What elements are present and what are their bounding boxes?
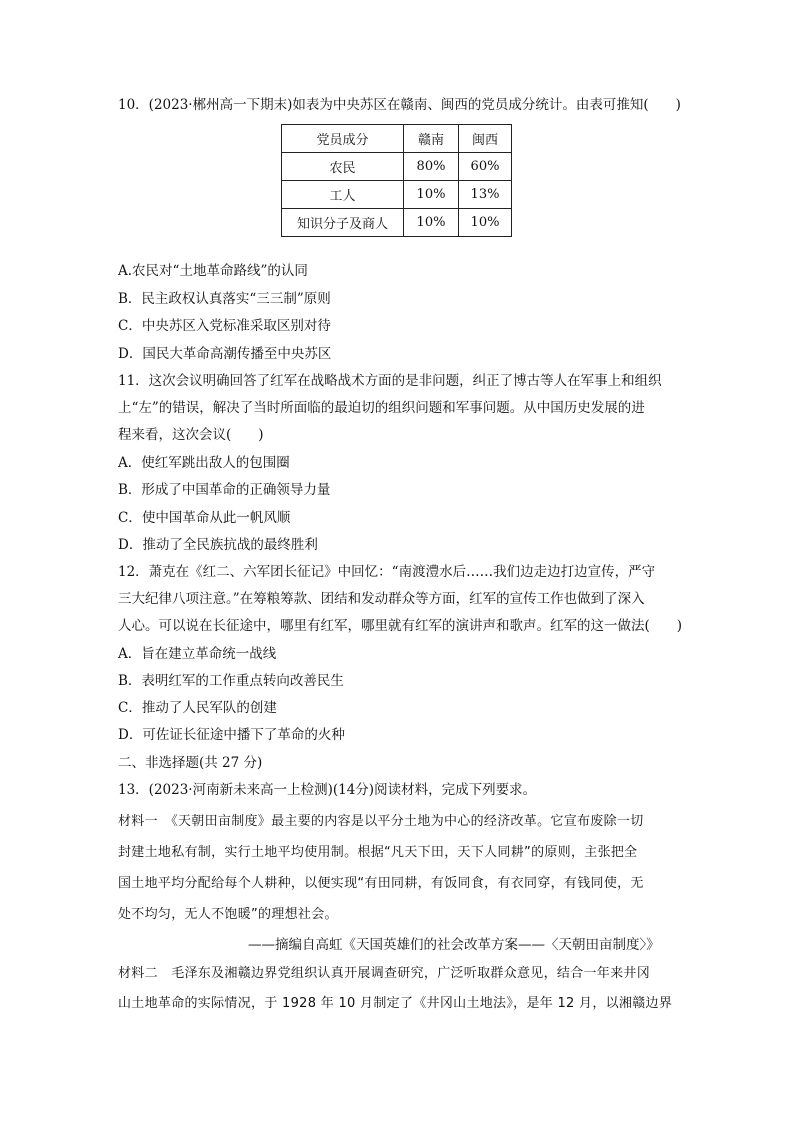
table-row: [282, 181, 512, 209]
table-cell: 工人: [282, 181, 404, 209]
q10-option-d: D．国民大革命高潮传播至中央苏区: [118, 346, 332, 362]
table-cell: 10%: [404, 181, 459, 209]
q11-stem-line: 上“左”的错误，解决了当时所面临的最迫切的组织问题和军事问题。从中国历史发展的进: [118, 400, 645, 416]
material1-source: ——摘编自高虹《天国英雄们的社会改革方案——〈天朝田亩制度〉》: [248, 937, 660, 953]
q12-option-a: A．旨在建立革命统一战线: [118, 646, 277, 662]
q12-stem-line: 三大纪律八项注意。”在筹粮筹款、团结和发动群众等方面，红军的宣传工作也做到了深入: [118, 591, 645, 607]
q11-stem-line: 程来看，这次会议( ): [118, 427, 264, 443]
table-cell: 80%: [404, 153, 459, 181]
table-header-cell: 党员成分: [282, 125, 404, 153]
party-composition-table: [281, 124, 512, 237]
q13-stem: 13．(2023·河南新未来高一上检测)(14分)阅读材料，完成下列要求。: [118, 782, 537, 798]
q10-stem: 10．(2023·郴州高一下期末)如表为中央苏区在赣南、闽西的党员成分统计。由表可推知( ): [118, 97, 681, 113]
table-row: [282, 153, 512, 181]
q12-option-d: D．可佐证长征途中播下了革命的火种: [118, 727, 345, 743]
material1-line: 国土地平均分配给每个人耕种，以便实现“有田同耕，有饭同食，有衣同穿，有钱同使，无: [118, 876, 644, 891]
q10-option-b: B．民主政权认真落实“三三制”原则: [118, 291, 331, 307]
table-cell: 农民: [282, 153, 404, 181]
table-cell: 60%: [459, 153, 512, 181]
table-cell: 知识分子及商人: [282, 209, 404, 237]
material2-line: 材料二 毛泽东及湘赣边界党组织认真开展调查研究，广泛听取群众意见，结合一年来井冈: [118, 966, 651, 981]
table-header-row: [282, 125, 512, 153]
q10-option-c: C．中央苏区入党标准采取区别对待: [118, 318, 331, 334]
q12-option-c: C．推动了人民军队的创建: [118, 700, 277, 716]
material2-line: 山土地革命的实际情况，于 1928 年 10 月制定了《井冈山土地法》，是年 12 月，以湘赣边界: [118, 996, 673, 1011]
table-header-cell: 赣南: [404, 125, 459, 153]
table-row: [282, 209, 512, 237]
q11-option-b: B．形成了中国革命的正确领导力量: [118, 482, 331, 498]
table-header-cell: 闽西: [459, 125, 512, 153]
q11-option-c: C．使中国革命从此一帆风顺: [118, 510, 291, 526]
q11-option-a: A．使红军跳出敌人的包围圈: [118, 455, 290, 471]
q12-stem-line: 人心。可以说在长征途中，哪里有红军，哪里就有红军的演讲声和歌声。红军的这一做法( ): [118, 618, 683, 634]
material1-line: 处不均匀，无人不饱暖”的理想社会。: [118, 907, 338, 922]
material1-line: 材料一 《天朝田亩制度》最主要的内容是以平分土地为中心的经济改革。它宣布废除一切: [118, 814, 644, 829]
material1-line: 封建土地私有制，实行土地平均使用制。根据“凡天下田，天下人同耕”的原则，主张把全: [118, 845, 638, 860]
q12-option-b: B．表明红军的工作重点转向改善民生: [118, 673, 344, 689]
q10-option-a: A.农民对“土地革命路线”的认同: [118, 263, 308, 279]
q11-option-d: D．推动了全民族抗战的最终胜利: [118, 537, 318, 553]
q12-stem-line: 12．萧克在《红二、六军团长征记》中回忆：“南渡澧水后……我们边走边打边宣传，严守: [118, 564, 656, 580]
q11-stem-line: 11．这次会议明确回答了红军在战略战术方面的是非问题，纠正了博古等人在军事上和组织: [118, 373, 662, 389]
table-cell: 10%: [404, 209, 459, 237]
section-title: 二、非选择题(共 27 分): [118, 755, 263, 771]
table-cell: 13%: [459, 181, 512, 209]
table-cell: 10%: [459, 209, 512, 237]
